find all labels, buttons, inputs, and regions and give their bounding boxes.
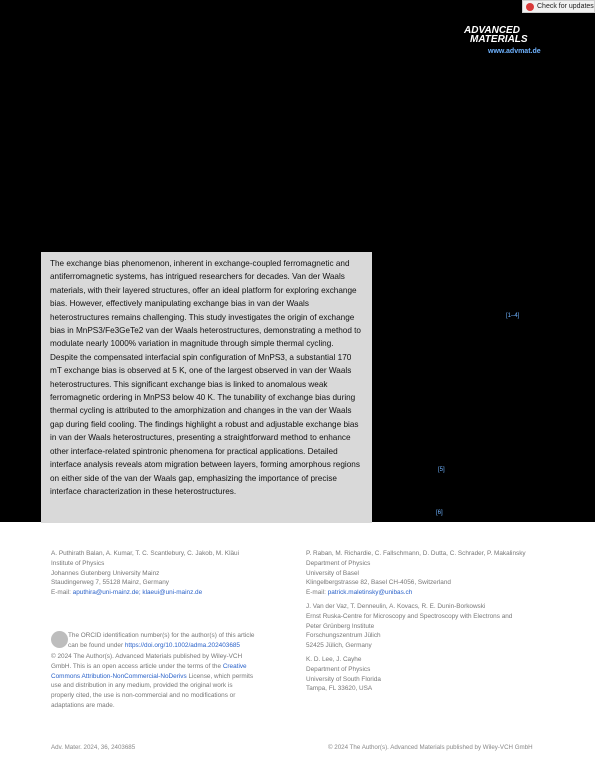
affiliation-line: 52425 Jülich, Germany (306, 642, 372, 650)
license-link[interactable]: Creative (222, 662, 247, 670)
license-link[interactable]: Commons Attribution-NonCommercial-NoDerivs (51, 672, 187, 680)
copyright-text: License, which permits (188, 672, 254, 680)
journal-logo-line1: ADVANCED (464, 25, 520, 36)
email-label: E-mail: (51, 589, 71, 597)
affiliation-line: Forschungszentrum Jülich (306, 632, 381, 640)
institute: Institute of Physics (51, 559, 105, 567)
department: Department of Physics (306, 559, 371, 567)
redacted-body-column (372, 250, 595, 522)
author-list: P. Raban, M. Richardie, C. Fallschmann, D. Dutta, C. Schrader, P. Makalinsky (306, 550, 526, 557)
copyright-text: GmbH. This is an open access article under the terms of the (51, 662, 222, 670)
address: Staudingerweg 7, 55128 Mainz, Germany (51, 579, 169, 587)
affiliation-line: Department of Physics (306, 665, 371, 673)
affiliation-right (306, 549, 576, 694)
affiliation-left (51, 549, 301, 598)
reference-marker[interactable]: [1–4] (506, 313, 520, 319)
orcid-line (51, 641, 301, 651)
footer-copyright: © 2024 The Author(s). Advanced Materials published by Wiley-VCH GmbH (328, 744, 533, 751)
reference-marker[interactable]: [6] (436, 510, 443, 516)
author-list: A. Puthirath Balan, A. Kumar, T. C. Scantlebury, C. Jakob, M. Kläui (51, 550, 240, 557)
orcid-prefix: can be found under (68, 641, 124, 649)
email-line (306, 588, 576, 598)
orcid-line: The ORCID identification number(s) for the author(s) of this article (68, 632, 255, 639)
copyright-line: use and distribution in any medium, provided the original work is (51, 682, 233, 690)
email-line (51, 588, 301, 598)
abstract-box (41, 252, 372, 523)
copyright-note (51, 652, 301, 711)
orcid-link[interactable]: https://doi.org/10.1002/adma.202403685 (124, 641, 240, 649)
check-for-updates-button[interactable] (522, 0, 595, 13)
affiliation-line: Peter Grünberg Institute (306, 622, 375, 630)
reference-marker[interactable]: [5] (438, 467, 445, 473)
author-list: K. D. Lee, J. Cayhe (306, 655, 362, 663)
author-list: J. Van der Vaz, T. Denneulin, A. Kovacs, R. E. Dunin-Borkowski (306, 602, 486, 610)
address: Klingelbergstrasse 82, Basel CH-4056, Switzerland (306, 579, 451, 587)
affiliation-line: University of South Florida (306, 675, 381, 683)
copyright-line (51, 672, 301, 682)
email-label: E-mail: (306, 589, 326, 597)
abstract-text: The exchange bias phenomenon, inherent in exchange-coupled ferromagnetic and antiferromagnetic systems, has intrigued researchers for decades. Van der Waals materials, with their layered structures, offer an ideal platform for exploring exchange bias. However, effectively manipulating exchange bias in van der Waals heterostructures remains challenging. This study investigates the origin of exchange bias in MnPS3/Fe3GeTe2 van der Waals heterostructures, demonstrating a method to modulate nearly 1000% variation in magnitude through simple thermal cycling. Despite the compensated interfacial spin configuration of MnPS3, a substantial 170 mT exchange bias is observed at 5 K, one of the largest observed in van der Waals heterostructures. This significant exchange bias is linked to anomalous weak ferromagnetic ordering in MnPS3 below 40 K. The tunability of exchange bias during thermal cycling is attributed to the amorphization and changes in the van der Waals gap during field cooling. The findings highlight a robust and adjustable exchange bias in van der Waals heterostructures, presenting a straightforward method to enhance other interface-related spintronic phenomena for practical applications. Detailed interface analysis reveals atom migration between layers, forming amorphous regions on either side of the van der Waals gap, emphasizing the importance of precise interface characterization in these heterostructures. (50, 259, 361, 496)
copyright-line: © 2024 The Author(s). Advanced Materials published by Wiley-VCH (51, 653, 243, 660)
update-badge-label: Check for updates (537, 3, 594, 10)
affiliation-line: Tampa, FL 33620, USA (306, 685, 373, 693)
university: Johannes Gutenberg University Mainz (51, 569, 160, 577)
email-link[interactable]: aputhira@uni-mainz.de; klaeui@uni-mainz.de (72, 589, 203, 597)
copyright-line: properly cited, the use is non-commercial and no modifications or (51, 692, 236, 700)
institution: University of Basel (306, 569, 359, 577)
email-link[interactable]: patrick.maletinsky@unibas.ch (327, 589, 413, 597)
journal-logo-line2: MATERIALS (470, 34, 528, 45)
journal-url-link[interactable]: www.advmat.de (488, 48, 541, 55)
copyright-line (51, 662, 301, 672)
update-icon (526, 3, 534, 11)
footer-citation: Adv. Mater. 2024, 36, 2403685 (51, 744, 136, 751)
affiliation-line: Ernst Ruska-Centre for Microscopy and Spectroscopy with Electrons and (306, 612, 513, 620)
orcid-note (51, 631, 301, 651)
journal-logo (464, 26, 554, 44)
copyright-line: adaptations are made. (51, 701, 115, 709)
